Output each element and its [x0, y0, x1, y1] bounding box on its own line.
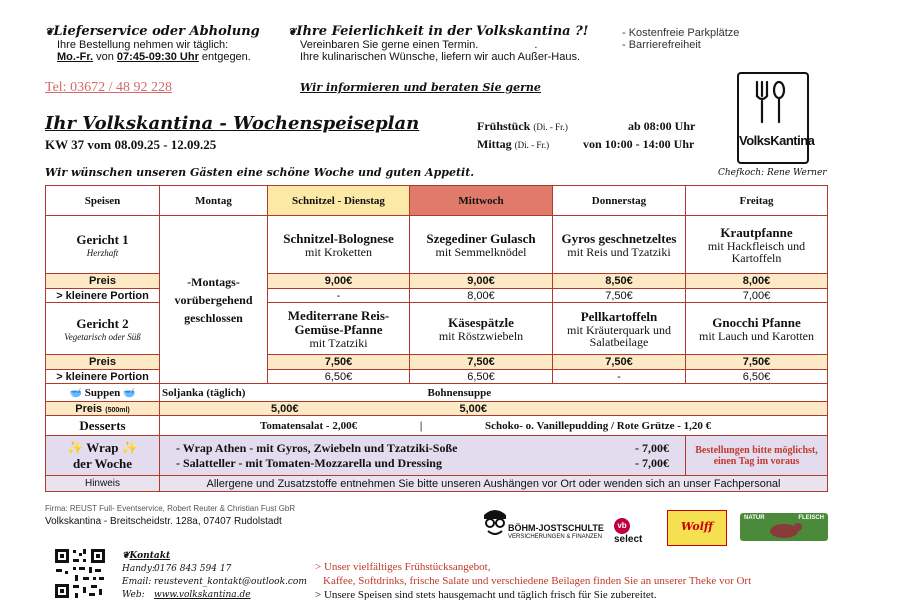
contact-phone[interactable]: Handy:0176 843 594 17: [122, 564, 232, 574]
small-price-cell: 7,50€: [553, 289, 686, 303]
dish2-mittwoch: Käsespätzle mit Röstzwiebeln: [410, 303, 553, 355]
lunch-label: Mittag (Di. - Fr.): [477, 137, 550, 151]
header-donnerstag: Donnerstag: [553, 186, 686, 216]
hint-text: Allergene und Zusatzstoffe entnehmen Sie bitte unseren Aushängen vor Ort oder wenden sich an unser Fachpersonal: [160, 476, 828, 492]
bohm-title: BÖHM-JOSTSCHULTE: [508, 523, 604, 533]
price-cell: 7,50€: [553, 355, 686, 370]
delivery-line2: Mo.-Fr. von 07:45-09:30 Uhr entgegen.: [57, 51, 251, 63]
delivery-title: ❦Lieferservice oder Abholung: [45, 24, 260, 39]
gericht1-label: Gericht 1 Herzhaft: [46, 216, 160, 274]
promo-line-3: > Unsere Speisen sind stets hausgemacht und täglich frisch für Sie zubereitet.: [315, 589, 657, 600]
small-price-cell: 8,00€: [410, 289, 553, 303]
dish1-freitag: Krautpfanne mit Hackfleisch und Kartoffeln: [686, 216, 828, 274]
price-cell: 7,50€: [410, 355, 553, 370]
header-mittwoch: Mittwoch: [410, 186, 553, 216]
advice-text: Wir informieren und beraten Sie gerne: [300, 81, 541, 94]
contact-title: ❦Kontakt: [122, 551, 171, 561]
small-portion-label: > kleinere Portion: [46, 370, 160, 384]
dish1-donnerstag: Gyros geschnetzeltes mit Reis und Tzatziki: [553, 216, 686, 274]
week-label: KW 37 vom 08.09.25 - 12.09.25: [45, 137, 217, 152]
feature-parking: - Kostenfreie Parkplätze: [622, 27, 740, 39]
table-row: [46, 436, 828, 476]
company-line: Firma: REUST Full- Eventservice, Robert Reuter & Christian Fust GbR: [45, 504, 296, 513]
sponsor-naturfleisch: [740, 513, 828, 541]
wrap-item: - Salatteller - mit Tomaten-Mozzarella und Dressing - 7,00€: [176, 455, 669, 470]
delivery-line1: Ihre Bestellung nehmen wir täglich:: [57, 39, 229, 51]
leaf-icon: ❦: [45, 27, 54, 38]
header-montag: Montag: [160, 186, 268, 216]
soup-bowl-icon: 🥣: [69, 387, 82, 399]
header-freitag: Freitag: [686, 186, 828, 216]
small-price-cell: 6,50€: [410, 370, 553, 384]
header-speisen: Speisen: [46, 186, 160, 216]
chef-credit: Chefkoch: Rene Werner: [718, 168, 827, 178]
lunch-time: von 10:00 - 14:00 Uhr: [583, 137, 695, 151]
soup-bowl-icon: 🥣: [122, 387, 136, 399]
price-cell: 7,50€: [686, 355, 828, 370]
soup-price-label: Preis (500ml): [46, 402, 160, 416]
features-list: [622, 27, 739, 51]
vb-select-text: select: [614, 534, 643, 545]
natur-text: NATUR: [744, 515, 765, 521]
wrap-label: ✨ Wrap ✨ der Woche: [46, 436, 160, 476]
soups-label: 🥣 Suppen 🥣: [46, 384, 160, 402]
greeting: Wir wünschen unseren Gästen eine schöne Woche und guten Appetit.: [45, 166, 475, 179]
address-line: Volkskantina - Breitscheidstr. 128a, 07407 Rudolstadt: [45, 516, 282, 527]
dish1-mittwoch: Szegediner Gulasch mit Semmelknödel: [410, 216, 553, 274]
breakfast-label: Frühstück (Di. - Fr.): [477, 119, 568, 133]
header-dienstag: Schnitzel - Dienstag: [268, 186, 410, 216]
leaf-icon: ❦: [288, 27, 297, 38]
bohm-subtitle: VERSICHERUNGEN & FINANZEN: [508, 534, 603, 540]
soup-price-1: 5,00€: [160, 402, 410, 416]
celebration-line2: Ihre kulinarischen Wünsche, liefern wir auch Außer-Haus.: [300, 51, 581, 63]
table-row: [46, 402, 828, 416]
soup-price-2: 5,00€: [410, 402, 828, 416]
celebration-block: [288, 24, 618, 63]
table-header-row: [46, 186, 828, 216]
sponsor-vbselect: [614, 518, 658, 545]
small-price-cell: 6,50€: [686, 370, 828, 384]
monday-closed: -Montags- vorübergehend geschlossen: [160, 216, 268, 384]
price-cell: 7,50€: [268, 355, 410, 370]
desserts-label: Desserts: [46, 416, 160, 436]
small-price-cell: 7,00€: [686, 289, 828, 303]
table-row: [46, 384, 828, 402]
promo-block: [315, 560, 751, 600]
small-price-cell: 6,50€: [268, 370, 410, 384]
page-title: Ihr Volkskantina - Wochenspeiseplan: [45, 113, 420, 134]
dish2-dienstag: Mediterrane Reis-Gemüse-Pfanne mit Tzatziki: [268, 303, 410, 355]
breakfast-time: ab 08:00 Uhr: [628, 119, 696, 133]
small-price-cell: -: [268, 289, 410, 303]
logo: [737, 72, 815, 164]
sponsor-wolff: [667, 510, 727, 546]
leaf-icon: ❦: [122, 551, 130, 561]
wolff-logo-text: Wolff: [680, 520, 714, 533]
dish2-donnerstag: Pellkartoffeln mit Kräuterquark und Salatbeilage: [553, 303, 686, 355]
person-glasses-icon: [480, 505, 510, 539]
phone-number[interactable]: Tel: 03672 / 48 92 228: [45, 80, 172, 95]
price-cell: 8,00€: [686, 274, 828, 289]
small-portion-label: > kleinere Portion: [46, 289, 160, 303]
sponsor-bohm: [480, 505, 610, 545]
price-label: Preis: [46, 274, 160, 289]
cutlery-icon: [739, 74, 807, 134]
price-label: Preis: [46, 355, 160, 370]
qr-code-icon[interactable]: [53, 547, 107, 600]
fleisch-text: FLEISCH: [798, 515, 824, 521]
soup2: Bohnensuppe: [268, 384, 828, 402]
celebration-title: ❦Ihre Feierlichkeit in der Volkskantina ?!: [288, 24, 589, 39]
promo-line-1: > Unser vielfältiges Frühstücksangebot,: [315, 561, 491, 573]
cow-icon: [740, 513, 828, 541]
menu-table: [45, 185, 828, 492]
hint-label: Hinweis: [46, 476, 160, 492]
price-cell: 8,50€: [553, 274, 686, 289]
vb-logo-icon: vb: [614, 518, 630, 534]
promo-line-2: Kaffee, Softdrinks, frische Salate und verschiedene Beilagen finden Sie an unserer Theke vor Ort: [323, 575, 752, 587]
contact-email[interactable]: Email: reustevent_kontakt@outlook.com: [122, 577, 307, 587]
price-cell: 9,00€: [410, 274, 553, 289]
price-cell: 9,00€: [268, 274, 410, 289]
table-row: [46, 216, 828, 274]
delivery-block: [45, 24, 285, 63]
desserts-items: Tomatensalat - 2,00€ | Schoko- o. Vanillepudding / Rote Grütze - 1,20 €: [160, 416, 828, 436]
wrap-items: [160, 436, 686, 476]
small-price-cell: -: [553, 370, 686, 384]
dish2-freitag: Gnocchi Pfanne mit Lauch und Karotten: [686, 303, 828, 355]
contact-web[interactable]: Web: www.volkskantina.de: [122, 590, 251, 600]
feature-accessibility: - Barrierefreiheit: [622, 39, 701, 51]
logo-text: VolksKantina: [739, 133, 815, 148]
contact-block: [122, 550, 307, 600]
celebration-line1: Vereinbaren Sie gerne einen Termin. .: [300, 39, 538, 51]
wrap-item: - Wrap Athen - mit Gyros, Zwiebeln und Tzatziki-Soße - 7,00€: [176, 440, 669, 455]
soup1: Soljanka (täglich): [160, 384, 268, 402]
order-note: Bestellungen bitte möglichst, einen Tag im voraus: [686, 436, 828, 476]
table-row: [46, 476, 828, 492]
table-row: [46, 416, 828, 436]
dish1-dienstag: Schnitzel-Bolognese mit Kroketten: [268, 216, 410, 274]
gericht2-label: Gericht 2 Vegetarisch oder Süß: [46, 303, 160, 355]
